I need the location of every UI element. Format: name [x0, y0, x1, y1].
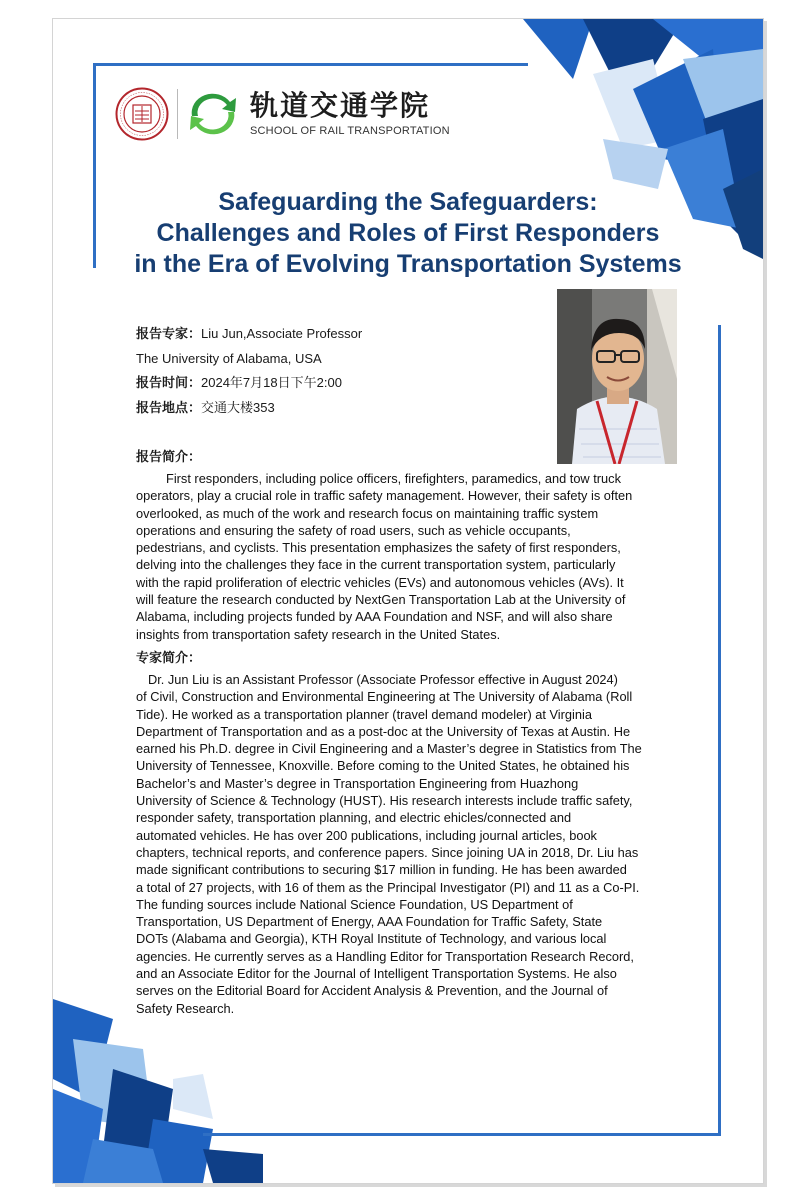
- bio-line: of Civil, Construction and Environmental Engineering at The University of Alabama (Roll: [136, 689, 633, 705]
- logo-divider: [177, 89, 178, 139]
- frame-top-line: [93, 63, 528, 66]
- bio-line: University of Tennessee, Knoxville. Before coming to the United States, he obtained his: [136, 758, 630, 774]
- brand-name-cn: 轨道交通学院: [250, 89, 431, 121]
- abstract-line: operators, play a crucial role in traffic safety management. However, their safety is often: [136, 488, 633, 504]
- university-seal-icon: [115, 87, 169, 141]
- frame-bottom-line: [203, 1133, 721, 1136]
- expert-label: 报告专家：: [136, 326, 202, 341]
- bio-line: Safety Research.: [136, 1000, 235, 1016]
- title-line: Safeguarding the Safeguarders:: [218, 188, 598, 216]
- speaker-info: [136, 322, 362, 420]
- bio-line: serves on the Editorial Board for Accident Analysis & Prevention, and the Journal of: [136, 983, 608, 999]
- location-row: [136, 396, 362, 421]
- title-line: in the Era of Evolving Transportation Systems: [134, 250, 682, 278]
- time-row: [136, 371, 362, 396]
- expert-value: Liu Jun,Associate Professor: [201, 326, 363, 341]
- abstract-line: operations and ensuring the safety of road users, such as vehicle occupants,: [136, 522, 571, 538]
- time-label: 报告时间：: [136, 375, 202, 390]
- bio-line: made significant contributions to securing $17 million in funding. He has been awarded: [136, 862, 627, 878]
- abstract-heading: 报告简介：: [136, 449, 202, 464]
- bio-line: DOTs (Alabama and Georgia), KTH Royal Institute of Technology, and various local: [136, 931, 607, 947]
- bio-line: The funding sources include National Science Foundation, US Department of: [136, 896, 573, 912]
- frame-left-line: [93, 63, 96, 268]
- affiliation: The University of Alabama, USA: [136, 350, 322, 366]
- bio-line: automated vehicles. He has over 200 publications, including journal articles, book: [136, 827, 597, 843]
- school-brand: [250, 89, 450, 137]
- title-line: Challenges and Roles of First Responders: [156, 219, 660, 247]
- abstract-line: Alabama, including projects funded by AAA Foundation and NSF, and will also share: [136, 609, 613, 625]
- abstract-line: overlooked, as much of the work and research focus on maintaining traffic system: [136, 505, 599, 521]
- abstract-line: First responders, including police officers, firefighters, paramedics, and tow truck: [166, 471, 621, 486]
- location-label: 报告地点：: [136, 399, 202, 415]
- bio-heading: 专家简介：: [136, 650, 202, 665]
- abstract-line: insights from transportation safety research in the United States.: [136, 626, 501, 642]
- bio-line: Tide). He worked as a transportation planner (travel demand modeler) at Virginia: [136, 706, 592, 722]
- abstract-line: pedestrians, and cyclists. This presentation emphasizes the safety of first responders,: [136, 540, 621, 556]
- bio-line: responder safety, transportation planning, and electric ehicles/connected and: [136, 810, 572, 826]
- expert-row: [136, 322, 362, 347]
- bio-line: chapters, technical reports, and conference papers. Since joining UA in 2018, Dr. Liu has: [136, 844, 639, 860]
- bio-line: agencies. He currently serves as a Handling Editor for Transportation Research Record,: [136, 948, 634, 964]
- bio-line: University of Science & Technology (HUST). His research interests include traffic safety,: [136, 793, 633, 809]
- logo-header: [115, 86, 450, 142]
- bio-line: and an Associate Editor for the Journal of Intelligent Transportation Systems. He also: [136, 966, 617, 982]
- bio-line: earned his Ph.D. degree in Civil Engineering and a Master’s degree in Statistics from The: [136, 741, 642, 757]
- brand-name-en: SCHOOL OF RAIL TRANSPORTATION: [250, 124, 450, 137]
- bio-line: Transportation, US Department of Energy, AAA Foundation for Traffic Safety, State: [136, 914, 603, 930]
- bio-line: Department of Transportation and as a post-doc at the University of Texas at Austin. He: [136, 723, 631, 739]
- abstract-text: [136, 470, 696, 643]
- bio-text: [136, 671, 696, 1017]
- abstract-line: will feature the research conducted by NextGen Transportation Lab at the University of: [136, 592, 626, 608]
- poster: [52, 18, 764, 1184]
- frame-right-line: [718, 325, 721, 1136]
- lecture-title: [113, 187, 703, 280]
- bio-line: Bachelor’s and Master’s degree in Transportation Engineering from Huazhong: [136, 775, 579, 791]
- green-circular-arrows-logo-icon: [186, 92, 240, 136]
- time-value: 2024年7月18日下午2:00: [201, 375, 342, 390]
- abstract-line: delving into the challenges they face in the current transportation system, particularly: [136, 557, 616, 573]
- bio-line: Dr. Jun Liu is an Assistant Professor (Associate Professor effective in August 2024): [148, 672, 618, 687]
- bio-line: a total of 27 projects, with 16 of them as the Principal Investigator (PI) and 11 as a Co-PI.: [136, 879, 640, 895]
- abstract-line: with the rapid proliferation of electric vehicles (EVs) and autonomous vehicles (AVs). It: [136, 574, 624, 590]
- location-value: 交通大楼353: [201, 399, 275, 415]
- speaker-portrait-photo: [557, 289, 677, 464]
